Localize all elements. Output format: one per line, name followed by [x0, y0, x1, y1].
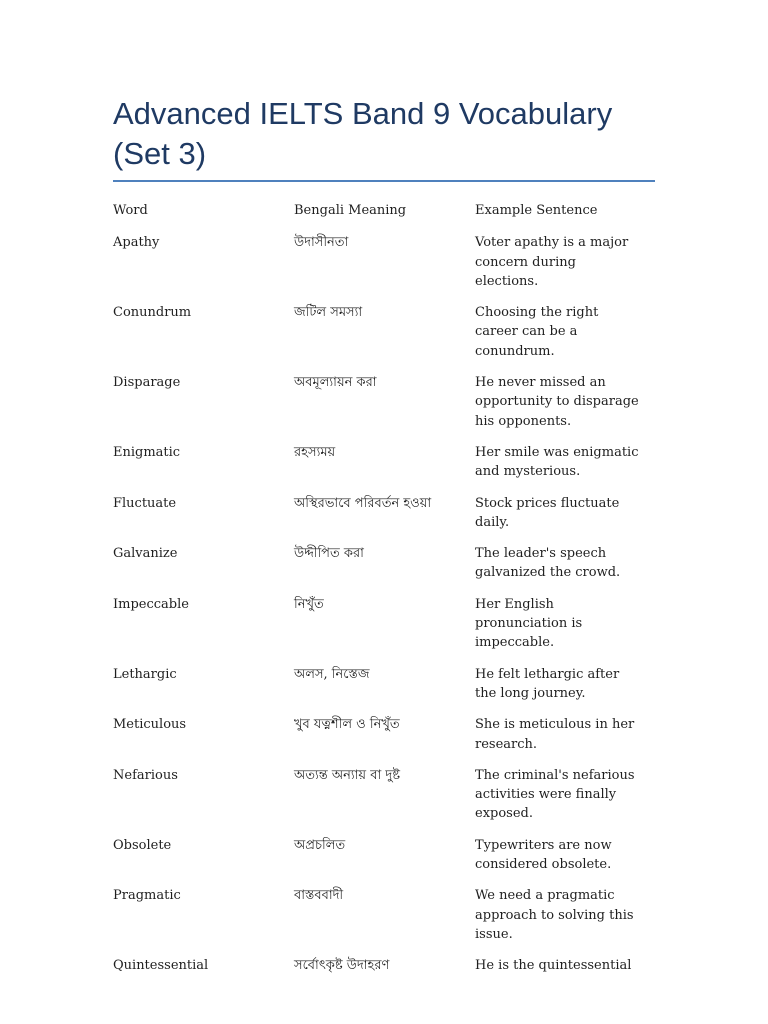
word-cell: Obsolete	[113, 837, 172, 853]
page-title: Advanced IELTS Band 9 Vocabulary (Set 3)	[113, 96, 613, 171]
meaning-cell: রহস্যময়	[294, 444, 336, 460]
table-row	[113, 952, 655, 983]
example-cell: He never missed an opportunity to disparage his opponents.	[475, 375, 639, 429]
meaning-cell: উদাসীনতা	[294, 235, 349, 251]
example-cell: She is meticulous in her research.	[475, 717, 635, 752]
word-cell: Lethargic	[113, 666, 177, 682]
meaning-cell: বাস্তববাদী	[294, 888, 344, 904]
meaning-cell: খুব যত্নশীল ও নিখুঁত	[294, 717, 400, 733]
column-header-word: Word	[113, 203, 148, 218]
word-cell: Enigmatic	[113, 444, 181, 460]
table-row	[113, 882, 655, 952]
meaning-cell: সর্বোৎকৃষ্ট উদাহরণ	[294, 958, 390, 974]
example-cell: Her smile was enigmatic and mysterious.	[475, 444, 639, 480]
word-cell: Disparage	[113, 375, 181, 391]
example-cell: He is the quintessential	[475, 958, 632, 974]
table-row	[113, 540, 655, 591]
table-row	[113, 490, 655, 541]
table-row	[113, 369, 655, 439]
meaning-cell: অলস, নিস্তেজ	[294, 666, 370, 682]
meaning-cell: অস্থিরভাবে পরিবর্তন হওয়া	[294, 495, 432, 511]
example-cell: The criminal's nefarious activities were finally exposed.	[475, 767, 635, 822]
word-cell: Quintessential	[113, 958, 209, 974]
example-cell: Typewriters are now considered obsolete.	[475, 837, 612, 873]
example-cell: Stock prices fluctuate daily.	[475, 495, 620, 530]
word-cell: Galvanize	[113, 546, 178, 562]
vocabulary-table	[113, 197, 655, 984]
meaning-cell: অবমূল্যায়ন করা	[294, 375, 377, 391]
table-row	[113, 661, 655, 712]
example-cell: Voter apathy is a major concern during elections.	[475, 235, 629, 289]
word-cell: Nefarious	[113, 767, 178, 783]
word-cell: Pragmatic	[113, 888, 181, 904]
table-row	[113, 229, 655, 299]
column-header-meaning: Bengali Meaning	[294, 203, 407, 218]
column-header-example: Example Sentence	[475, 203, 598, 218]
example-cell: Her English pronunciation is impeccable.	[475, 596, 583, 651]
table-row	[113, 832, 655, 883]
example-cell: He felt lethargic after the long journey.	[475, 666, 620, 701]
table-row	[113, 591, 655, 661]
word-cell: Impeccable	[113, 596, 189, 612]
example-cell: We need a pragmatic approach to solving this issue.	[475, 888, 634, 942]
word-cell: Apathy	[113, 235, 160, 251]
meaning-cell: অপ্রচলিত	[294, 837, 346, 853]
table-header-row	[113, 197, 655, 229]
word-cell: Meticulous	[113, 717, 187, 733]
example-cell: Choosing the right career can be a conundrum.	[475, 305, 599, 359]
title-underline	[113, 180, 655, 182]
meaning-cell: উদ্দীপিত করা	[294, 546, 364, 562]
table-row	[113, 711, 655, 762]
word-cell: Fluctuate	[113, 495, 177, 511]
meaning-cell: নিখুঁত	[294, 596, 324, 612]
table-row	[113, 762, 655, 832]
meaning-cell: অত্যন্ত অন্যায় বা দুষ্ট	[294, 767, 400, 783]
word-cell: Conundrum	[113, 305, 192, 321]
table-row	[113, 439, 655, 490]
table-row	[113, 299, 655, 369]
meaning-cell: জটিল সমস্যা	[294, 305, 363, 321]
example-cell: The leader's speech galvanized the crowd.	[475, 546, 621, 581]
